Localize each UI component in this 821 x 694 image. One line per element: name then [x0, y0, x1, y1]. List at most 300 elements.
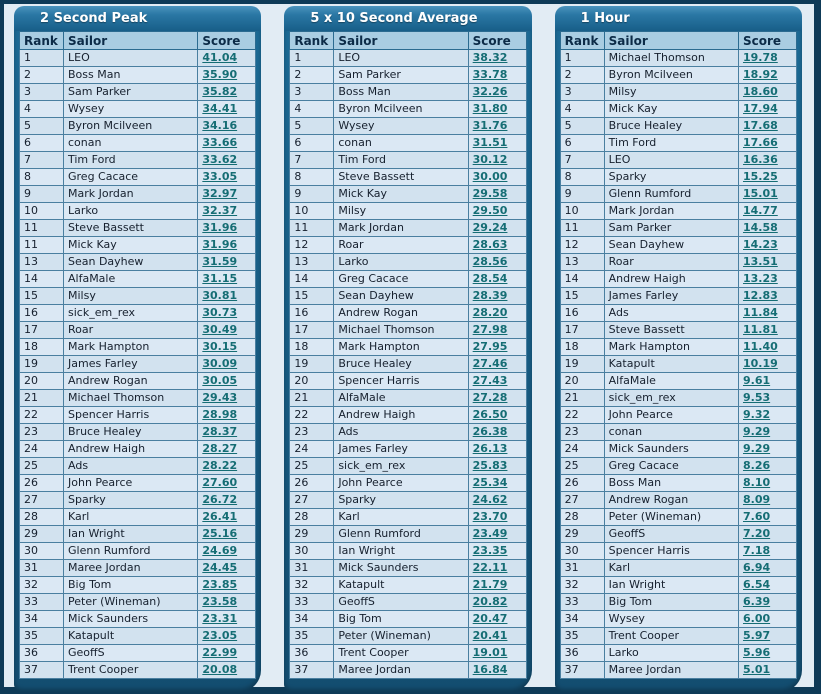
score-link[interactable]: 30.49: [202, 323, 238, 336]
score-link[interactable]: 38.32: [472, 51, 508, 64]
score-link[interactable]: 31.80: [472, 102, 508, 115]
score-link[interactable]: 23.70: [472, 510, 508, 523]
rank-cell: 21: [20, 390, 64, 407]
score-link[interactable]: 30.09: [202, 357, 238, 370]
rank-cell: 11: [290, 220, 334, 237]
score-link[interactable]: 26.13: [472, 442, 508, 455]
sailor-cell: Maree Jordan: [604, 662, 738, 679]
rank-cell: 31: [20, 560, 64, 577]
table-row: [20, 628, 256, 645]
score-link[interactable]: 8.26: [742, 459, 771, 472]
score-link[interactable]: 6.39: [742, 595, 771, 608]
score-link[interactable]: 14.23: [742, 238, 778, 251]
score-link[interactable]: 11.40: [742, 340, 778, 353]
score-link[interactable]: 15.25: [742, 170, 778, 183]
score-link[interactable]: 18.60: [742, 85, 778, 98]
table-row: [20, 594, 256, 611]
score-link[interactable]: 17.94: [742, 102, 778, 115]
sailor-cell: Michael Thomson: [334, 322, 468, 339]
score-link[interactable]: 28.98: [202, 408, 238, 421]
sailor-cell: Sean Dayhew: [604, 237, 738, 254]
table-row: [290, 305, 526, 322]
sailor-cell: Mick Saunders: [64, 611, 198, 628]
score-link[interactable]: 9.32: [742, 408, 771, 421]
score-link[interactable]: 20.41: [472, 629, 508, 642]
sailor-cell: Greg Cacace: [64, 169, 198, 186]
score-link[interactable]: 13.51: [742, 255, 778, 268]
score-link[interactable]: 28.27: [202, 442, 238, 455]
rank-cell: 30: [290, 543, 334, 560]
rank-cell: 33: [290, 594, 334, 611]
sailor-cell: Katapult: [334, 577, 468, 594]
rank-cell: 16: [20, 305, 64, 322]
rank-cell: 19: [560, 356, 604, 373]
rank-cell: 26: [560, 475, 604, 492]
score-cell: [198, 509, 256, 526]
sailor-cell: AlfaMale: [604, 373, 738, 390]
score-cell: [468, 237, 526, 254]
score-link[interactable]: 6.54: [742, 578, 771, 591]
rank-cell: 21: [560, 390, 604, 407]
sailor-cell: sick_em_rex: [604, 390, 738, 407]
score-link[interactable]: 15.01: [742, 187, 778, 200]
table-row: [560, 50, 796, 67]
score-link[interactable]: 20.47: [472, 612, 508, 625]
rank-cell: 28: [290, 509, 334, 526]
sailor-cell: Sam Parker: [334, 67, 468, 84]
score-link[interactable]: 24.69: [202, 544, 238, 557]
table-row: [20, 50, 256, 67]
score-link[interactable]: 28.54: [472, 272, 508, 285]
sailor-cell: GeoffS: [64, 645, 198, 662]
table-row: [560, 645, 796, 662]
sailor-cell: Mark Hampton: [334, 339, 468, 356]
column-header-sailor: Sailor: [604, 32, 738, 50]
score-link[interactable]: 29.50: [472, 204, 508, 217]
score-cell: [738, 492, 796, 509]
score-cell: [198, 458, 256, 475]
sailor-cell: John Pearce: [64, 475, 198, 492]
score-cell: [468, 67, 526, 84]
score-link[interactable]: 26.50: [472, 408, 508, 421]
score-link[interactable]: 27.95: [472, 340, 508, 353]
table-row: [560, 271, 796, 288]
score-cell: [198, 305, 256, 322]
score-link[interactable]: 27.98: [472, 323, 508, 336]
score-cell: [738, 526, 796, 543]
score-link[interactable]: 30.00: [472, 170, 508, 183]
score-link[interactable]: 23.31: [202, 612, 238, 625]
score-link[interactable]: 11.84: [742, 306, 778, 319]
score-cell: [468, 611, 526, 628]
table-row: [560, 237, 796, 254]
score-cell: [738, 560, 796, 577]
rank-cell: 25: [20, 458, 64, 475]
score-link[interactable]: 23.05: [202, 629, 238, 642]
score-cell: [468, 50, 526, 67]
rank-cell: 18: [290, 339, 334, 356]
score-link[interactable]: 29.43: [202, 391, 238, 404]
sailor-cell: James Farley: [334, 441, 468, 458]
score-link[interactable]: 6.94: [742, 561, 771, 574]
table-row: [20, 441, 256, 458]
rank-cell: 37: [560, 662, 604, 679]
score-link[interactable]: 35.82: [202, 85, 238, 98]
score-cell: [198, 662, 256, 679]
score-link[interactable]: 5.97: [742, 629, 771, 642]
sailor-cell: Peter (Wineman): [334, 628, 468, 645]
rank-cell: 34: [290, 611, 334, 628]
rank-cell: 9: [20, 186, 64, 203]
score-link[interactable]: 27.43: [472, 374, 508, 387]
score-link[interactable]: 23.49: [472, 527, 508, 540]
score-cell: [738, 101, 796, 118]
rank-cell: 30: [20, 543, 64, 560]
table-row: [290, 169, 526, 186]
score-link[interactable]: 9.29: [742, 425, 771, 438]
rank-cell: 11: [20, 220, 64, 237]
score-link[interactable]: 28.37: [202, 425, 238, 438]
score-cell: [738, 220, 796, 237]
sailor-cell: James Farley: [64, 356, 198, 373]
score-cell: [468, 662, 526, 679]
score-link[interactable]: 31.96: [202, 238, 238, 251]
table-row: [290, 594, 526, 611]
table-row: [290, 509, 526, 526]
score-cell: [198, 628, 256, 645]
score-link[interactable]: 24.62: [472, 493, 508, 506]
score-link[interactable]: 28.22: [202, 459, 238, 472]
table-row: [20, 424, 256, 441]
sailor-cell: Mark Jordan: [64, 186, 198, 203]
score-link[interactable]: 12.83: [742, 289, 778, 302]
table-row: [290, 424, 526, 441]
table-row: [20, 220, 256, 237]
sailor-cell: Milsy: [64, 288, 198, 305]
sailor-cell: Sparky: [334, 492, 468, 509]
score-link[interactable]: 27.46: [472, 357, 508, 370]
score-link[interactable]: 5.01: [742, 663, 771, 676]
score-link[interactable]: 8.10: [742, 476, 771, 489]
score-link[interactable]: 28.39: [472, 289, 508, 302]
score-cell: [468, 288, 526, 305]
score-link[interactable]: 5.96: [742, 646, 771, 659]
table-row: [290, 526, 526, 543]
rank-cell: 3: [20, 84, 64, 101]
score-cell: [738, 390, 796, 407]
score-cell: [198, 118, 256, 135]
score-link[interactable]: 25.16: [202, 527, 238, 540]
score-link[interactable]: 26.38: [472, 425, 508, 438]
sailor-cell: Katapult: [604, 356, 738, 373]
sailor-cell: Wysey: [604, 611, 738, 628]
sailor-cell: LEO: [334, 50, 468, 67]
score-cell: [468, 458, 526, 475]
score-cell: [738, 407, 796, 424]
score-link[interactable]: 20.82: [472, 595, 508, 608]
score-link[interactable]: 27.28: [472, 391, 508, 404]
sailor-cell: Sean Dayhew: [64, 254, 198, 271]
score-cell: [198, 356, 256, 373]
score-cell: [468, 526, 526, 543]
score-cell: [468, 543, 526, 560]
score-link[interactable]: 14.77: [742, 204, 778, 217]
score-link[interactable]: 28.63: [472, 238, 508, 251]
column-header-sailor: Sailor: [64, 32, 198, 50]
score-link[interactable]: 19.78: [742, 51, 778, 64]
score-link[interactable]: 32.37: [202, 204, 238, 217]
sailor-cell: Katapult: [64, 628, 198, 645]
score-link[interactable]: 17.68: [742, 119, 778, 132]
sailor-cell: Byron Mcilveen: [334, 101, 468, 118]
score-link[interactable]: 9.29: [742, 442, 771, 455]
score-link[interactable]: 33.62: [202, 153, 238, 166]
sailor-cell: Bruce Healey: [64, 424, 198, 441]
score-cell: [198, 373, 256, 390]
score-link[interactable]: 13.23: [742, 272, 778, 285]
score-cell: [198, 254, 256, 271]
rank-cell: 34: [20, 611, 64, 628]
rank-cell: 27: [20, 492, 64, 509]
sailor-cell: Big Tom: [64, 577, 198, 594]
score-link[interactable]: 19.01: [472, 646, 508, 659]
score-link[interactable]: 33.78: [472, 68, 508, 81]
sailor-cell: Milsy: [334, 203, 468, 220]
score-cell: [198, 407, 256, 424]
rank-cell: 20: [20, 373, 64, 390]
score-link[interactable]: 7.60: [742, 510, 771, 523]
score-link[interactable]: 7.18: [742, 544, 771, 557]
score-link[interactable]: 31.96: [202, 221, 238, 234]
score-cell: [198, 152, 256, 169]
rank-cell: 29: [560, 526, 604, 543]
sailor-cell: John Pearce: [334, 475, 468, 492]
score-link[interactable]: 35.90: [202, 68, 238, 81]
score-link[interactable]: 17.66: [742, 136, 778, 149]
sailor-cell: Larko: [64, 203, 198, 220]
table-row: [290, 628, 526, 645]
table-row: [560, 628, 796, 645]
score-cell: [468, 407, 526, 424]
score-link[interactable]: 26.41: [202, 510, 238, 523]
board-title: 5 x 10 Second Average: [284, 6, 531, 31]
score-link[interactable]: 9.53: [742, 391, 771, 404]
board-1-hour: [555, 6, 802, 692]
score-link[interactable]: 23.85: [202, 578, 238, 591]
score-cell: [738, 645, 796, 662]
score-cell: [468, 118, 526, 135]
rank-cell: 6: [290, 135, 334, 152]
score-link[interactable]: 33.66: [202, 136, 238, 149]
rank-cell: 37: [290, 662, 334, 679]
score-cell: [198, 611, 256, 628]
table-row: [20, 288, 256, 305]
score-cell: [738, 84, 796, 101]
score-link[interactable]: 30.05: [202, 374, 238, 387]
score-cell: [468, 254, 526, 271]
score-link[interactable]: 32.97: [202, 187, 238, 200]
score-link[interactable]: 11.81: [742, 323, 778, 336]
table-row: [20, 271, 256, 288]
rank-cell: 36: [20, 645, 64, 662]
table-row: [560, 101, 796, 118]
score-link[interactable]: 24.45: [202, 561, 238, 574]
score-cell: [738, 475, 796, 492]
table-row: [20, 84, 256, 101]
table-row: [20, 509, 256, 526]
table-row: [560, 390, 796, 407]
score-cell: [468, 628, 526, 645]
score-link[interactable]: 30.81: [202, 289, 238, 302]
table-row: [560, 441, 796, 458]
rank-cell: 36: [560, 645, 604, 662]
sailor-cell: Andrew Rogan: [604, 492, 738, 509]
score-link[interactable]: 30.12: [472, 153, 508, 166]
table-row: [20, 101, 256, 118]
table-row: [20, 560, 256, 577]
score-link[interactable]: 23.35: [472, 544, 508, 557]
table-row: [560, 339, 796, 356]
table-row: [560, 84, 796, 101]
score-cell: [468, 475, 526, 492]
score-link[interactable]: 9.61: [742, 374, 771, 387]
rank-cell: 13: [560, 254, 604, 271]
score-link[interactable]: 30.73: [202, 306, 238, 319]
rank-cell: 32: [290, 577, 334, 594]
score-link[interactable]: 30.15: [202, 340, 238, 353]
score-link[interactable]: 32.26: [472, 85, 508, 98]
score-link[interactable]: 22.99: [202, 646, 238, 659]
score-link[interactable]: 25.83: [472, 459, 508, 472]
score-link[interactable]: 25.34: [472, 476, 508, 489]
sailor-cell: Boss Man: [334, 84, 468, 101]
rank-cell: 16: [560, 305, 604, 322]
rank-cell: 1: [20, 50, 64, 67]
sailor-cell: Karl: [334, 509, 468, 526]
sailor-cell: Big Tom: [604, 594, 738, 611]
table-row: [20, 67, 256, 84]
score-link[interactable]: 28.20: [472, 306, 508, 319]
rank-cell: 5: [290, 118, 334, 135]
rank-cell: 27: [560, 492, 604, 509]
sailor-cell: Roar: [604, 254, 738, 271]
score-cell: [738, 152, 796, 169]
score-link[interactable]: 31.59: [202, 255, 238, 268]
sailor-cell: Steve Bassett: [604, 322, 738, 339]
score-link[interactable]: 28.56: [472, 255, 508, 268]
score-link[interactable]: 27.60: [202, 476, 238, 489]
rank-cell: 8: [560, 169, 604, 186]
sailor-cell: Mark Hampton: [64, 339, 198, 356]
table-row: [560, 594, 796, 611]
table-row: [560, 118, 796, 135]
column-header-sailor: Sailor: [334, 32, 468, 50]
score-cell: [738, 67, 796, 84]
rank-cell: 22: [20, 407, 64, 424]
table-row: [290, 288, 526, 305]
table-row: [290, 458, 526, 475]
table-row: [290, 220, 526, 237]
table-row: [560, 662, 796, 679]
rank-cell: 17: [20, 322, 64, 339]
sailor-cell: Boss Man: [64, 67, 198, 84]
score-link[interactable]: 7.20: [742, 527, 771, 540]
score-link[interactable]: 8.09: [742, 493, 771, 506]
rank-cell: 1: [290, 50, 334, 67]
table-row: [20, 543, 256, 560]
score-link[interactable]: 34.41: [202, 102, 238, 115]
score-cell: [738, 543, 796, 560]
score-link[interactable]: 34.16: [202, 119, 238, 132]
score-link[interactable]: 29.58: [472, 187, 508, 200]
score-cell: [468, 492, 526, 509]
score-link[interactable]: 31.76: [472, 119, 508, 132]
rank-cell: 29: [290, 526, 334, 543]
table-row: [290, 339, 526, 356]
table-row: [20, 169, 256, 186]
score-cell: [738, 373, 796, 390]
rank-cell: 6: [560, 135, 604, 152]
table-row: [560, 509, 796, 526]
table-row: [20, 373, 256, 390]
score-link[interactable]: 20.08: [202, 663, 238, 676]
score-link[interactable]: 31.51: [472, 136, 508, 149]
board-2-second-peak: [14, 6, 261, 692]
score-link[interactable]: 16.36: [742, 153, 778, 166]
sailor-cell: Andrew Haigh: [334, 407, 468, 424]
table-row: [290, 152, 526, 169]
table-row: [560, 305, 796, 322]
score-cell: [738, 441, 796, 458]
rank-cell: 5: [560, 118, 604, 135]
sailor-cell: Ian Wright: [64, 526, 198, 543]
score-link[interactable]: 31.15: [202, 272, 238, 285]
sailor-cell: Greg Cacace: [334, 271, 468, 288]
score-link[interactable]: 21.79: [472, 578, 508, 591]
score-link[interactable]: 23.58: [202, 595, 238, 608]
rank-cell: 11: [20, 237, 64, 254]
score-link[interactable]: 14.58: [742, 221, 778, 234]
score-link[interactable]: 33.05: [202, 170, 238, 183]
score-link[interactable]: 29.24: [472, 221, 508, 234]
score-cell: [738, 288, 796, 305]
score-cell: [198, 441, 256, 458]
sailor-cell: James Farley: [604, 288, 738, 305]
score-cell: [468, 424, 526, 441]
table-row: [20, 339, 256, 356]
table-row: [560, 288, 796, 305]
sailor-cell: Byron Mcilveen: [604, 67, 738, 84]
score-link[interactable]: 10.19: [742, 357, 778, 370]
table-row: [560, 543, 796, 560]
table-row: [560, 577, 796, 594]
score-link[interactable]: 18.92: [742, 68, 778, 81]
score-link[interactable]: 26.72: [202, 493, 238, 506]
sailor-cell: conan: [334, 135, 468, 152]
score-link[interactable]: 41.04: [202, 51, 238, 64]
rank-cell: 17: [560, 322, 604, 339]
score-link[interactable]: 22.11: [472, 561, 508, 574]
score-link[interactable]: 16.84: [472, 663, 508, 676]
column-header-score: Score: [468, 32, 526, 50]
board-5x10-second-average: [284, 6, 531, 692]
board-body: [284, 31, 531, 692]
sailor-cell: sick_em_rex: [334, 458, 468, 475]
score-cell: [738, 458, 796, 475]
score-cell: [738, 305, 796, 322]
score-link[interactable]: 6.00: [742, 612, 771, 625]
score-cell: [468, 441, 526, 458]
